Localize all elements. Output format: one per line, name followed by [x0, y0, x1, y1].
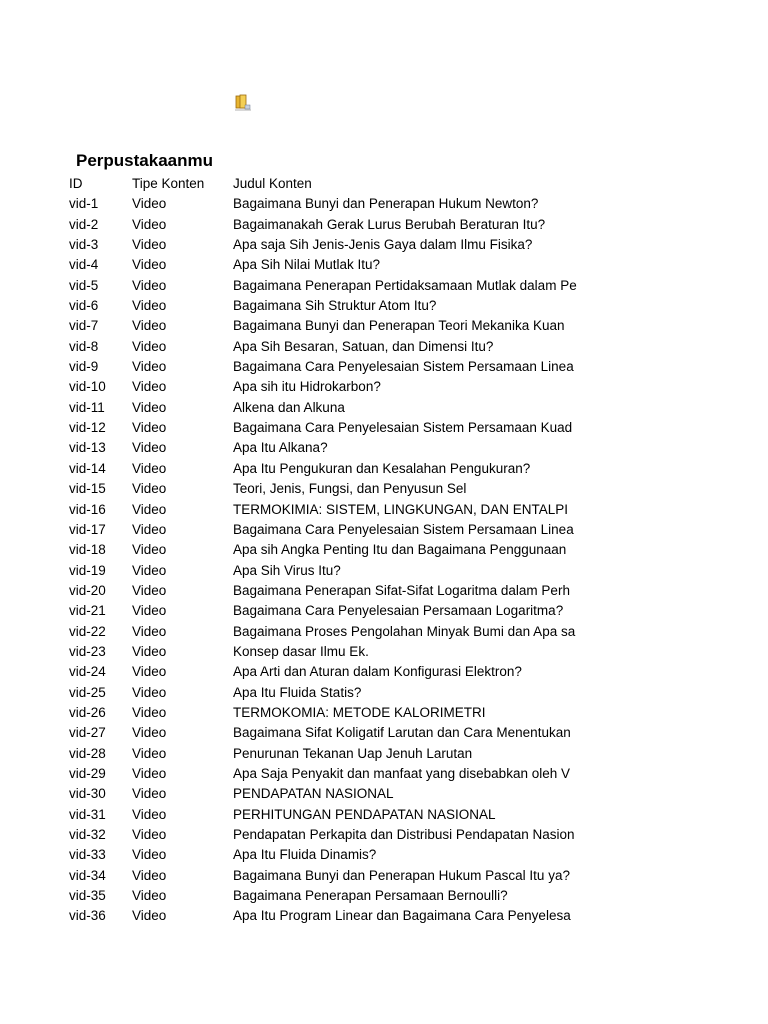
cell-id: vid-5	[69, 277, 99, 293]
table-row	[69, 215, 577, 235]
cell-title: Bagaimana Sifat Koligatif Larutan dan Cara Menentukan	[233, 725, 571, 741]
cell-title: Bagaimana Cara Penyelesaian Sistem Persamaan Kuad	[233, 420, 573, 436]
cell-title: Bagaimana Cara Penyelesaian Sistem Persamaan Linea	[233, 359, 574, 375]
cell-type: Video	[132, 664, 167, 680]
cell-title: TERMOKOMIA: METODE KALORIMETRI	[233, 704, 486, 720]
table-row	[69, 459, 577, 479]
cell-id: vid-24	[69, 664, 106, 680]
cell-title: Bagaimana Penerapan Pertidaksamaan Mutlak dalam Pe	[233, 277, 577, 293]
table-row	[69, 683, 577, 703]
cell-id: vid-17	[69, 521, 106, 537]
table-row	[69, 500, 577, 520]
cell-id: vid-14	[69, 460, 106, 476]
cell-title: Bagaimana Bunyi dan Penerapan Hukum Newton?	[233, 196, 539, 212]
cell-id: vid-22	[69, 623, 106, 639]
cell-title: Apa Saja Penyakit dan manfaat yang disebabkan oleh V	[233, 765, 570, 781]
table-row	[69, 581, 577, 601]
cell-id: vid-6	[69, 298, 99, 314]
cell-type: Video	[132, 745, 167, 761]
cell-title: Apa Sih Besaran, Satuan, dan Dimensi Itu?	[233, 338, 494, 354]
book-icon	[234, 94, 252, 112]
cell-title: Pendapatan Perkapita dan Distribusi Pendapatan Nasion	[233, 827, 575, 842]
header-type: Tipe Konten	[132, 176, 205, 191]
cell-id: vid-18	[69, 542, 106, 558]
cell-title: PENDAPATAN NASIONAL	[233, 786, 394, 802]
table-row	[69, 316, 577, 336]
table-row	[69, 520, 577, 540]
cell-id: vid-12	[69, 420, 106, 436]
cell-type: Video	[132, 908, 167, 924]
table-row	[69, 296, 577, 316]
cell-type: Video	[132, 399, 167, 415]
cell-title: Apa Sih Nilai Mutlak Itu?	[233, 257, 381, 273]
cell-title: Apa Itu Pengukuran dan Kesalahan Pengukuran?	[233, 460, 531, 476]
cell-type: Video	[132, 196, 167, 212]
table-row	[69, 194, 577, 214]
cell-title: Bagaimana Bunyi dan Penerapan Hukum Pascal Itu ya?	[233, 867, 570, 883]
cell-type: Video	[132, 827, 167, 842]
cell-id: vid-7	[69, 318, 99, 334]
cell-id: vid-19	[69, 562, 106, 578]
table-row	[69, 377, 577, 397]
cell-id: vid-21	[69, 603, 106, 619]
cell-title: PERHITUNGAN PENDAPATAN NASIONAL	[233, 806, 496, 822]
cell-id: vid-32	[69, 827, 106, 842]
cell-title: Apa Arti dan Aturan dalam Konfigurasi Elektron?	[233, 664, 522, 680]
cell-id: vid-11	[69, 399, 105, 415]
cell-title: Alkena dan Alkuna	[233, 399, 345, 415]
cell-title: TERMOKIMIA: SISTEM, LINGKUNGAN, DAN ENTALPI	[233, 501, 569, 517]
cell-type: Video	[132, 582, 167, 598]
cell-type: Video	[132, 888, 167, 904]
table-row	[69, 337, 577, 357]
table-row	[69, 418, 577, 438]
cell-title: Penurunan Tekanan Uap Jenuh Larutan	[233, 745, 473, 761]
table-row	[69, 255, 577, 275]
cell-id: vid-25	[69, 684, 106, 700]
cell-type: Video	[132, 684, 167, 700]
table-row	[69, 276, 577, 296]
cell-title: Bagaimana Bunyi dan Penerapan Teori Mekanika Kuan	[233, 318, 565, 334]
cell-id: vid-10	[69, 379, 106, 395]
cell-type: Video	[132, 481, 167, 497]
cell-id: vid-9	[69, 359, 99, 375]
cell-title: Apa Itu Alkana?	[233, 440, 328, 456]
cell-id: vid-23	[69, 643, 106, 659]
cell-id: vid-2	[69, 216, 99, 232]
cell-id: vid-8	[69, 338, 99, 354]
table-row	[69, 662, 577, 682]
table-row	[69, 479, 577, 499]
cell-id: vid-34	[69, 867, 106, 883]
cell-type: Video	[132, 603, 167, 619]
cell-id: vid-36	[69, 908, 106, 924]
cell-type: Video	[132, 379, 167, 395]
cell-id: vid-20	[69, 582, 106, 598]
cell-id: vid-26	[69, 704, 106, 720]
cell-title: Bagaimana Penerapan Sifat-Sifat Logaritma dalam Perh	[233, 582, 570, 598]
cell-id: vid-33	[69, 847, 106, 863]
cell-type: Video	[132, 440, 167, 456]
cell-title: Bagaimana Sih Struktur Atom Itu?	[233, 298, 437, 314]
table-row	[69, 906, 577, 926]
table-row	[69, 744, 577, 764]
cell-id: vid-13	[69, 440, 106, 456]
cell-title: Bagaimana Proses Pengolahan Minyak Bumi dan Apa sa	[233, 623, 576, 639]
cell-type: Video	[132, 725, 167, 741]
cell-type: Video	[132, 359, 167, 375]
table-row	[69, 622, 577, 642]
content-table	[69, 174, 577, 927]
cell-title: Bagaimana Penerapan Persamaan Bernoulli?	[233, 888, 508, 904]
cell-type: Video	[132, 237, 167, 253]
header-title: Judul Konten	[233, 176, 312, 191]
cell-type: Video	[132, 257, 167, 273]
table-row	[69, 601, 577, 621]
cell-type: Video	[132, 806, 167, 822]
cell-type: Video	[132, 867, 167, 883]
table-row	[69, 235, 577, 255]
cell-id: vid-15	[69, 481, 106, 497]
table-row	[69, 540, 577, 560]
cell-id: vid-30	[69, 786, 106, 802]
cell-title: Apa saja Sih Jenis-Jenis Gaya dalam Ilmu Fisika?	[233, 237, 533, 253]
cell-id: vid-35	[69, 888, 106, 904]
cell-type: Video	[132, 460, 167, 476]
cell-type: Video	[132, 643, 167, 659]
cell-title: Bagaimana Cara Penyelesaian Persamaan Logaritma?	[233, 603, 564, 619]
cell-title: Apa Itu Fluida Dinamis?	[233, 847, 377, 863]
cell-type: Video	[132, 216, 167, 232]
cell-type: Video	[132, 786, 167, 802]
cell-id: vid-4	[69, 257, 99, 273]
header-id: ID	[69, 176, 83, 191]
cell-title: Teori, Jenis, Fungsi, dan Penyusun Sel	[233, 481, 467, 497]
cell-type: Video	[132, 542, 167, 558]
cell-id: vid-29	[69, 765, 106, 781]
cell-id: vid-16	[69, 501, 106, 517]
cell-type: Video	[132, 704, 167, 720]
table-row	[69, 398, 577, 418]
cell-title: Konsep dasar Ilmu Ek.	[233, 643, 369, 659]
table-row	[69, 886, 577, 906]
cell-title: Apa sih Angka Penting Itu dan Bagaimana Penggunaan	[233, 542, 567, 558]
cell-title: Apa Itu Fluida Statis?	[233, 684, 362, 700]
cell-title: Apa sih itu Hidrokarbon?	[233, 379, 381, 395]
cell-type: Video	[132, 420, 167, 436]
cell-type: Video	[132, 765, 167, 781]
table-row	[69, 825, 577, 845]
cell-id: vid-28	[69, 745, 106, 761]
cell-type: Video	[132, 562, 167, 578]
cell-id: vid-1	[69, 196, 99, 212]
table-row	[69, 438, 577, 458]
cell-type: Video	[132, 501, 167, 517]
page-title: Perpustakaanmu	[76, 151, 213, 170]
cell-title: Apa Sih Virus Itu?	[233, 562, 341, 578]
table-row	[69, 642, 577, 662]
table-row	[69, 866, 577, 886]
cell-type: Video	[132, 277, 167, 293]
table-row	[69, 357, 577, 377]
cell-type: Video	[132, 847, 167, 863]
table-header-row	[69, 174, 577, 194]
cell-type: Video	[132, 298, 167, 314]
cell-title: Bagaimanakah Gerak Lurus Berubah Beraturan Itu?	[233, 216, 546, 232]
cell-id: vid-31	[69, 806, 106, 822]
table-row	[69, 723, 577, 743]
table-row	[69, 764, 577, 784]
table-row	[69, 845, 577, 865]
table-row	[69, 784, 577, 804]
table-row	[69, 703, 577, 723]
cell-title: Apa Itu Program Linear dan Bagaimana Cara Penyelesa	[233, 908, 571, 924]
cell-type: Video	[132, 521, 167, 537]
cell-type: Video	[132, 623, 167, 639]
table-row	[69, 805, 577, 825]
cell-type: Video	[132, 338, 167, 354]
cell-title: Bagaimana Cara Penyelesaian Sistem Persamaan Linea	[233, 521, 574, 537]
cell-id: vid-3	[69, 237, 99, 253]
table-row	[69, 561, 577, 581]
cell-id: vid-27	[69, 725, 106, 741]
cell-type: Video	[132, 318, 167, 334]
